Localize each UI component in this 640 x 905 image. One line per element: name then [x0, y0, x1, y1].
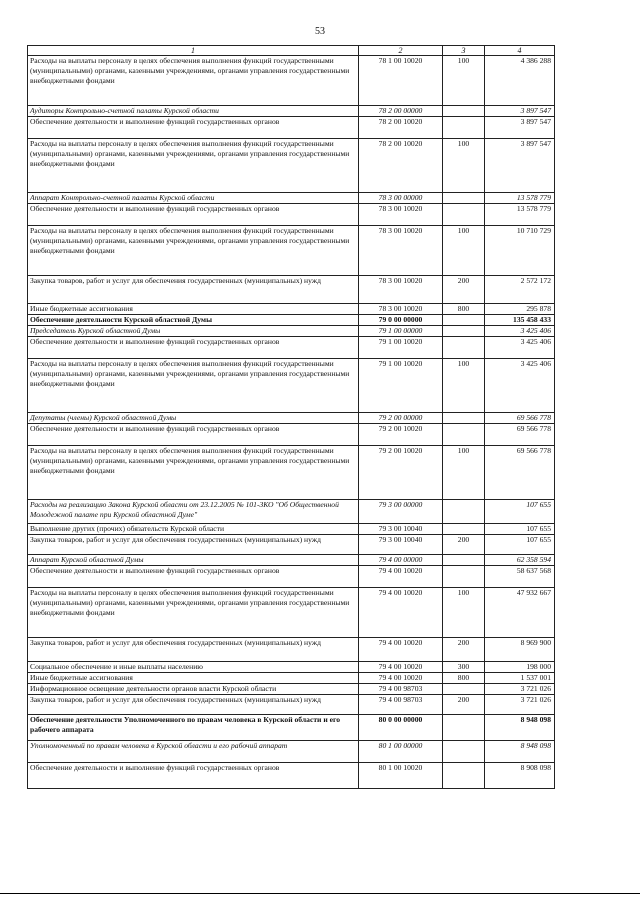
row-amount: 3 897 547	[485, 117, 555, 139]
header-col-3: 3	[443, 46, 485, 56]
row-budget-code: 78 3 00 10020	[359, 276, 443, 304]
row-expense-type: 200	[443, 276, 485, 304]
table-row	[28, 715, 555, 741]
header-col-4: 4	[485, 46, 555, 56]
table-row	[28, 741, 555, 763]
row-description: Обеспечение деятельности Уполномоченного по правам человека в Курской области и его рабочего аппарата	[28, 715, 359, 741]
row-description: Закупка товаров, работ и услуг для обеспечения государственных (муниципальных) нужд	[28, 638, 359, 662]
row-budget-code: 79 4 00 10020	[359, 673, 443, 684]
row-amount: 13 578 779	[485, 193, 555, 204]
row-budget-code: 78 3 00 10020	[359, 204, 443, 226]
row-amount: 295 878	[485, 304, 555, 315]
page-number: 53	[315, 26, 325, 37]
table-row	[28, 424, 555, 446]
row-description: Обеспечение деятельности и выполнение функций государственных органов	[28, 763, 359, 789]
row-amount: 3 721 026	[485, 695, 555, 715]
row-amount: 13 578 779	[485, 204, 555, 226]
row-expense-type: 300	[443, 662, 485, 673]
row-amount: 69 566 778	[485, 413, 555, 424]
row-description: Уполномоченный по правам человека в Курской области и его рабочий аппарат	[28, 741, 359, 763]
row-budget-code: 79 3 00 00000	[359, 500, 443, 524]
row-description: Расходы на выплаты персоналу в целях обеспечения выполнения функций государственными (муниципальными) органами, казенными учреждениями, органами управления государственными внебюджетными фондами	[28, 588, 359, 638]
row-budget-code: 79 4 00 10020	[359, 588, 443, 638]
table-row	[28, 337, 555, 359]
table-row	[28, 106, 555, 117]
table-row	[28, 193, 555, 204]
row-amount: 2 572 172	[485, 276, 555, 304]
row-budget-code: 78 2 00 10020	[359, 117, 443, 139]
table-row	[28, 276, 555, 304]
row-description: Председатель Курской областной Думы	[28, 326, 359, 337]
row-budget-code: 80 1 00 10020	[359, 763, 443, 789]
row-description: Иные бюджетные ассигнования	[28, 304, 359, 315]
table-row	[28, 695, 555, 715]
row-expense-type: 800	[443, 673, 485, 684]
row-expense-type: 100	[443, 446, 485, 500]
table-row	[28, 684, 555, 695]
row-description: Иные бюджетные ассигнования	[28, 673, 359, 684]
row-expense-type	[443, 413, 485, 424]
header-col-1: 1	[28, 46, 359, 56]
row-amount: 3 897 547	[485, 106, 555, 117]
table-row	[28, 555, 555, 566]
row-description: Социальное обеспечение и иные выплаты населению	[28, 662, 359, 673]
row-amount: 58 637 568	[485, 566, 555, 588]
row-budget-code: 78 3 00 10020	[359, 226, 443, 276]
table-row	[28, 446, 555, 500]
row-budget-code: 80 0 00 00000	[359, 715, 443, 741]
row-description: Информационное освещение деятельности органов власти Курской области	[28, 684, 359, 695]
row-budget-code: 79 1 00 10020	[359, 359, 443, 413]
table-header-row	[28, 46, 555, 56]
table-row	[28, 673, 555, 684]
row-budget-code: 79 4 00 10020	[359, 662, 443, 673]
row-budget-code: 79 4 00 98703	[359, 695, 443, 715]
row-amount: 8 948 098	[485, 741, 555, 763]
row-expense-type	[443, 763, 485, 789]
row-description: Расходы на выплаты персоналу в целях обеспечения выполнения функций государственными (муниципальными) органами, казенными учреждениями, органами управления государственными внебюджетными фондами	[28, 226, 359, 276]
row-description: Расходы на выплаты персоналу в целях обеспечения выполнения функций государственными (муниципальными) органами, казенными учреждениями, органами управления государственными внебюджетными фондами	[28, 359, 359, 413]
row-expense-type	[443, 500, 485, 524]
row-description: Аудиторы Контрольно-счетной палаты Курской области	[28, 106, 359, 117]
bottom-rule	[0, 893, 640, 894]
table-row	[28, 204, 555, 226]
table-row	[28, 524, 555, 535]
row-description: Выполнение других (прочих) обязательств Курской области	[28, 524, 359, 535]
table-row	[28, 638, 555, 662]
row-budget-code: 79 3 00 10040	[359, 535, 443, 555]
row-amount: 3 425 406	[485, 359, 555, 413]
row-description: Обеспечение деятельности и выполнение функций государственных органов	[28, 204, 359, 226]
row-expense-type	[443, 326, 485, 337]
row-budget-code: 79 3 00 10040	[359, 524, 443, 535]
row-amount: 198 000	[485, 662, 555, 673]
row-expense-type	[443, 715, 485, 741]
table-row	[28, 588, 555, 638]
row-description: Расходы на выплаты персоналу в целях обеспечения выполнения функций государственными (муниципальными) органами, казенными учреждениями, органами управления государственными внебюджетными фондами	[28, 56, 359, 106]
row-expense-type: 100	[443, 359, 485, 413]
table-row	[28, 413, 555, 424]
row-amount: 135 458 433	[485, 315, 555, 326]
row-budget-code: 78 2 00 10020	[359, 139, 443, 193]
table-row	[28, 326, 555, 337]
row-amount: 69 566 778	[485, 446, 555, 500]
row-amount: 107 655	[485, 500, 555, 524]
row-amount: 3 425 406	[485, 326, 555, 337]
budget-table	[27, 45, 555, 789]
row-budget-code: 79 2 00 00000	[359, 413, 443, 424]
row-description: Обеспечение деятельности Курской областной Думы	[28, 315, 359, 326]
row-budget-code: 78 3 00 10020	[359, 304, 443, 315]
row-expense-type: 200	[443, 695, 485, 715]
row-budget-code: 79 2 00 10020	[359, 424, 443, 446]
row-expense-type	[443, 555, 485, 566]
row-amount: 8 908 098	[485, 763, 555, 789]
row-budget-code: 79 4 00 00000	[359, 555, 443, 566]
row-amount: 62 358 594	[485, 555, 555, 566]
row-expense-type: 100	[443, 226, 485, 276]
row-amount: 107 655	[485, 524, 555, 535]
row-expense-type	[443, 337, 485, 359]
row-description: Депутаты (члены) Курской областной Думы	[28, 413, 359, 424]
row-amount: 107 655	[485, 535, 555, 555]
row-expense-type	[443, 524, 485, 535]
table-row	[28, 117, 555, 139]
row-description: Аппарат Курской областной Думы	[28, 555, 359, 566]
row-description: Обеспечение деятельности и выполнение функций государственных органов	[28, 117, 359, 139]
table-row	[28, 535, 555, 555]
table-row	[28, 566, 555, 588]
table-row	[28, 359, 555, 413]
row-description: Расходы на выплаты персоналу в целях обеспечения выполнения функций государственными (муниципальными) органами, казенными учреждениями, органами управления государственными внебюджетными фондами	[28, 446, 359, 500]
row-expense-type: 100	[443, 139, 485, 193]
row-expense-type	[443, 684, 485, 695]
table-row	[28, 56, 555, 106]
row-expense-type: 200	[443, 638, 485, 662]
row-amount: 3 425 406	[485, 337, 555, 359]
row-expense-type	[443, 193, 485, 204]
row-expense-type: 800	[443, 304, 485, 315]
row-description: Закупка товаров, работ и услуг для обеспечения государственных (муниципальных) нужд	[28, 535, 359, 555]
row-amount: 8 948 098	[485, 715, 555, 741]
row-budget-code: 79 1 00 10020	[359, 337, 443, 359]
row-budget-code: 78 1 00 10020	[359, 56, 443, 106]
row-budget-code: 79 0 00 00000	[359, 315, 443, 326]
table-body	[28, 56, 555, 789]
row-expense-type	[443, 106, 485, 117]
row-description: Аппарат Контрольно-счетной палаты Курской области	[28, 193, 359, 204]
table-row	[28, 315, 555, 326]
row-amount: 69 566 778	[485, 424, 555, 446]
row-amount: 47 932 667	[485, 588, 555, 638]
row-expense-type	[443, 424, 485, 446]
row-expense-type	[443, 204, 485, 226]
row-amount: 4 386 288	[485, 56, 555, 106]
row-expense-type	[443, 117, 485, 139]
table-row	[28, 500, 555, 524]
row-budget-code: 79 2 00 10020	[359, 446, 443, 500]
row-expense-type: 100	[443, 588, 485, 638]
row-expense-type: 100	[443, 56, 485, 106]
row-budget-code: 78 3 00 00000	[359, 193, 443, 204]
row-budget-code: 79 1 00 00000	[359, 326, 443, 337]
row-amount: 8 969 900	[485, 638, 555, 662]
row-budget-code: 79 4 00 98703	[359, 684, 443, 695]
row-expense-type: 200	[443, 535, 485, 555]
row-description: Обеспечение деятельности и выполнение функций государственных органов	[28, 424, 359, 446]
row-budget-code: 79 4 00 10020	[359, 638, 443, 662]
table-row	[28, 226, 555, 276]
row-budget-code: 79 4 00 10020	[359, 566, 443, 588]
row-description: Расходы на реализацию Закона Курской области от 23.12.2005 № 101-ЗКО "Об Общественной Молодежной палате при Курской областной Думе"	[28, 500, 359, 524]
row-expense-type	[443, 315, 485, 326]
row-amount: 3 897 547	[485, 139, 555, 193]
table-row	[28, 139, 555, 193]
row-amount: 3 721 026	[485, 684, 555, 695]
table-row	[28, 304, 555, 315]
table-row	[28, 763, 555, 789]
row-description: Обеспечение деятельности и выполнение функций государственных органов	[28, 566, 359, 588]
row-description: Закупка товаров, работ и услуг для обеспечения государственных (муниципальных) нужд	[28, 276, 359, 304]
row-amount: 10 710 729	[485, 226, 555, 276]
row-description: Обеспечение деятельности и выполнение функций государственных органов	[28, 337, 359, 359]
row-expense-type	[443, 566, 485, 588]
table-row	[28, 662, 555, 673]
row-budget-code: 80 1 00 00000	[359, 741, 443, 763]
row-description: Закупка товаров, работ и услуг для обеспечения государственных (муниципальных) нужд	[28, 695, 359, 715]
header-col-2: 2	[359, 46, 443, 56]
row-expense-type	[443, 741, 485, 763]
row-budget-code: 78 2 00 00000	[359, 106, 443, 117]
row-description: Расходы на выплаты персоналу в целях обеспечения выполнения функций государственными (муниципальными) органами, казенными учреждениями, органами управления государственными внебюджетными фондами	[28, 139, 359, 193]
row-amount: 1 537 001	[485, 673, 555, 684]
